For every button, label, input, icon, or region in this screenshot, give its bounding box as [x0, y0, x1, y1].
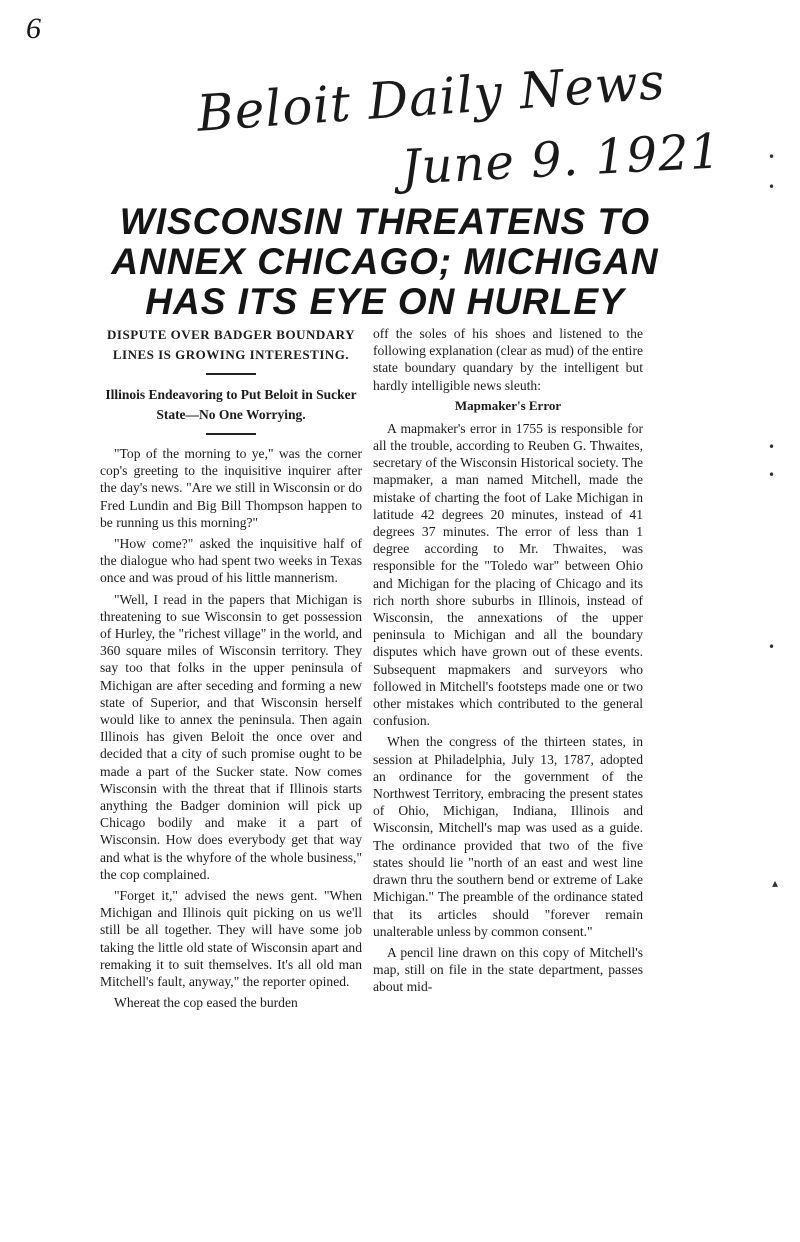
- right-body: [373, 325, 643, 996]
- paragraph: "How come?" asked the inquisitive half of the dialogue who had spent two weeks in Texas once and was proud of his little mannerism.: [100, 536, 362, 586]
- margin-mark: ▴: [772, 876, 779, 890]
- headline-line-2: ANNEX CHICAGO; MICHIGAN: [111, 241, 659, 282]
- margin-mark: •: [768, 150, 776, 164]
- headline: [95, 202, 675, 322]
- headline-line-3: HAS ITS EYE ON HURLEY: [145, 281, 625, 322]
- handwritten-newspaper-name: Beloit Daily News: [195, 52, 668, 143]
- deck: Illinois Endeavoring to Put Beloit in Sucker State—No One Worrying.: [105, 387, 357, 422]
- margin-mark: •: [768, 640, 776, 654]
- paragraph: off the soles of his shoes and listened to the following explanation (clear as mud) of the entire state boundary quandary by the intelligent but hardly intelligible news sleuth:: [373, 326, 643, 393]
- margin-mark: •: [768, 180, 776, 194]
- paragraph: A pencil line drawn on this copy of Mitchell's map, still on file in the state department, passes about mid-: [373, 944, 643, 995]
- margin-mark: •: [768, 468, 776, 482]
- paragraph: "Forget it," advised the news gent. "When Michigan and Illinois quit picking on us we'll still be all together. They will have some job taking the little old state of Wisconsin apart and remaking it to suit themselves. It's all old man Mitchell's fault, anyway," the reporter opined.: [100, 888, 362, 990]
- subheadline: DISPUTE OVER BADGER BOUNDARY LINES IS GROWING INTERESTING.: [107, 327, 355, 362]
- headline-line-1: WISCONSIN THREATENS TO: [119, 201, 651, 242]
- divider: [206, 433, 256, 435]
- left-column: [100, 325, 362, 1016]
- paragraph: Whereat the cop eased the burden: [114, 995, 298, 1011]
- paragraph: A mapmaker's error in 1755 is responsible for all the trouble, according to Reuben G. Thwaites, secretary of the Wisconsin Historical society. The mapmaker, a man named Mitchell, made the mistake of charting the foot of Lake Michigan in latitude 42 degrees 20 minutes, instead of 41 degrees 37 minutes. The error of less than 1 degree according to Mr. Thwaites, was responsible for the "Toledo war" between Ohio and Michigan for the placing of Chicago and its rich north shore suburbs in Illinois, instead of Wisconsin, the annexations of the upper peninsula to Michigan and all the boundary disputes which have grown out of these events. Subsequent mapmakers and surveyors who followed in Mitchell's footsteps made one or two other mistakes which contributed to the general confusion.: [373, 420, 643, 729]
- handwritten-date: June 9. 1921: [400, 123, 723, 196]
- paragraph: "Well, I read in the papers that Michigan is threatening to sue Wisconsin to get possession of Hurley, the "richest village" in the world, and 360 square miles of Wisconsin territory. They say too that folks in the upper peninsula of Michigan are after seceding and forming a new state of Superior, and that Wisconsin herself would like to annex the peninsula. Then again Illinois has given Beloit the once over and decided that a city of such promise ought to be made a part of the Sucker state. Now comes Wisconsin with the threat that if Illinois starts anything the Badger dominion will pick up Chicago bodily and make it a part of Wisconsin. How does everybody get that way and what is the whyfore of the whole business," the cop complained.: [100, 591, 362, 882]
- divider: [206, 373, 256, 375]
- section-heading: Mapmaker's Error: [454, 397, 562, 413]
- left-body: [100, 445, 362, 1012]
- right-column: [373, 325, 643, 1000]
- margin-mark: •: [768, 440, 776, 454]
- page-number: 6: [26, 12, 41, 45]
- paragraph: "Top of the morning to ye," was the corner cop's greeting to the inquisitive inquirer after the day's news. "Are we still in Wisconsin or do Fred Lundin and Big Bill Thompson happen to be running us this morning?": [100, 446, 362, 530]
- paragraph: When the congress of the thirteen states, in session at Philadelphia, July 13, 1787, adopted an ordinance for the government of the Northwest Territory, embracing the present states of Ohio, Michigan, Indiana, Illinois and Wisconsin, Mitchell's map was used as a guide. The ordinance provided that two of the five states should lie "north of an east and west line drawn thru the southern bend or extreme of Lake Michigan." The preamble of the ordinance stated that its articles should "forever remain unalterable unless by common consent.": [373, 734, 643, 939]
